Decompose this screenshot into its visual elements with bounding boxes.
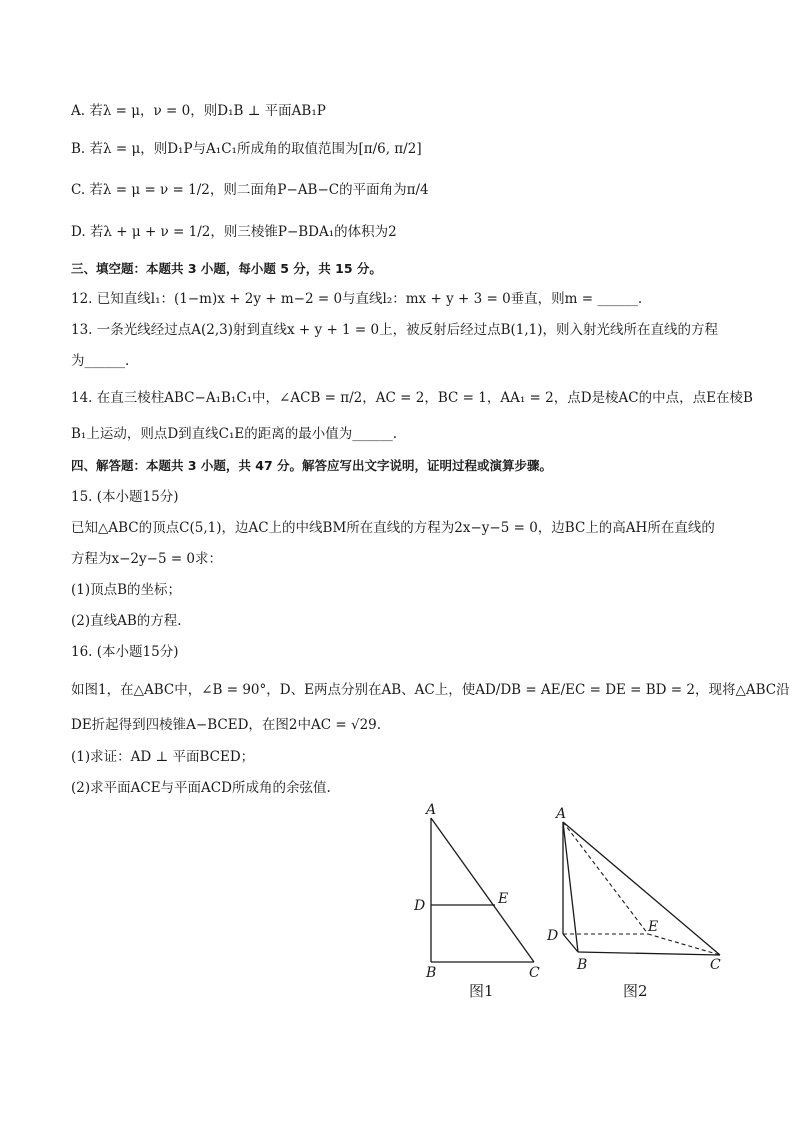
question-13: 13. 一条光线经过点A(2,3)射到直线x + y + 1 = 0上，被反射后经过点B(1,1)，则入射光线所在直线的方程 [71,322,719,338]
figure-1-label-e: E [498,891,509,907]
question-16-text: 如图1，在△ABC中，∠B = 90°，D、E两点分别在AB、AC上，使AD/DB = AE/EC = DE = BD = 2，现将△ABC沿 [71,682,790,698]
figure-1-caption: 图1 [469,982,494,1000]
question-16-header: 16. (本小题15分) [71,644,179,660]
question-15-part-2: (2)直线AB的方程. [71,613,182,629]
figure-2-label-d: D [547,928,559,944]
question-16-part-2: (2)求平面ACE与平面ACD所成角的余弦值. [71,780,331,796]
option-a: A. 若λ = μ，ν = 0，则D₁B ⊥ 平面AB₁P [71,103,326,119]
figure-2-label-e: E [648,919,659,935]
section-solution-heading: 四、解答题：本题共 3 小题，共 47 分。解答应写出文字说明，证明过程或演算步骤。 [71,458,553,473]
figure-2-edge-ae-hidden [563,822,648,934]
option-c: C. 若λ = μ = ν = 1/2，则二面角P−AB−C的平面角为π/4 [71,182,429,198]
figure-2-edge-ab [563,822,578,952]
question-14: 14. 在直三棱柱ABC−A₁B₁C₁中，∠ACB = π/2，AC = 2，BC = 1，AA₁ = 2，点D是棱AC的中点，点E在棱B [71,390,753,406]
figure-2-caption: 图2 [623,982,648,1000]
option-b: B. 若λ = μ，则D₁P与A₁C₁所成角的取值范围为[π/6, π/2] [71,141,422,157]
question-16-part-1: (1)求证：AD ⊥ 平面BCED； [71,749,255,765]
figure-2-label-c: C [710,957,721,973]
figure-2-label-a: A [556,806,567,822]
question-13-continued: 为______. [71,353,130,369]
question-15-text: 已知△ABC的顶点C(5,1)，边AC上的中线BM所在直线的方程为2x−y−5 = 0，边BC上的高AH所在直线的 [71,520,715,536]
figure-2-label-b: B [577,957,588,973]
option-d: D. 若λ + μ + ν = 1/2，则三棱锥P−BDA₁的体积为2 [71,224,397,240]
figure-2 [540,800,730,1005]
figure-2-edge-ac [563,822,720,955]
figure-2-edge-ec-hidden [648,934,720,955]
figure-1-label-a: A [426,802,437,818]
question-15-part-1: (1)顶点B的坐标； [71,582,182,598]
figure-1-side-ac [431,818,534,962]
figure-1-label-b: B [426,965,437,981]
question-16-text-continued: DE折起得到四棱锥A−BCED，在图2中AC = √29. [71,717,382,733]
figure-1 [405,800,555,1005]
question-15-text-continued: 方程为x−2y−5 = 0求： [71,551,223,567]
figure-1-label-d: D [414,898,426,914]
question-14-continued: B₁上运动，则点D到直线C₁E的距离的最小值为______. [71,426,398,442]
figure-1-label-c: C [529,965,540,981]
figure-2-edge-bc [578,952,720,955]
question-12: 12. 已知直线l₁：(1−m)x + 2y + m−2 = 0与直线l₂：mx + y + 3 = 0垂直，则m = ______. [71,291,643,307]
question-15-header: 15. (本小题15分) [71,489,179,505]
section-fill-blank-heading: 三、填空题：本题共 3 小题，每小题 5 分，共 15 分。 [71,261,382,276]
